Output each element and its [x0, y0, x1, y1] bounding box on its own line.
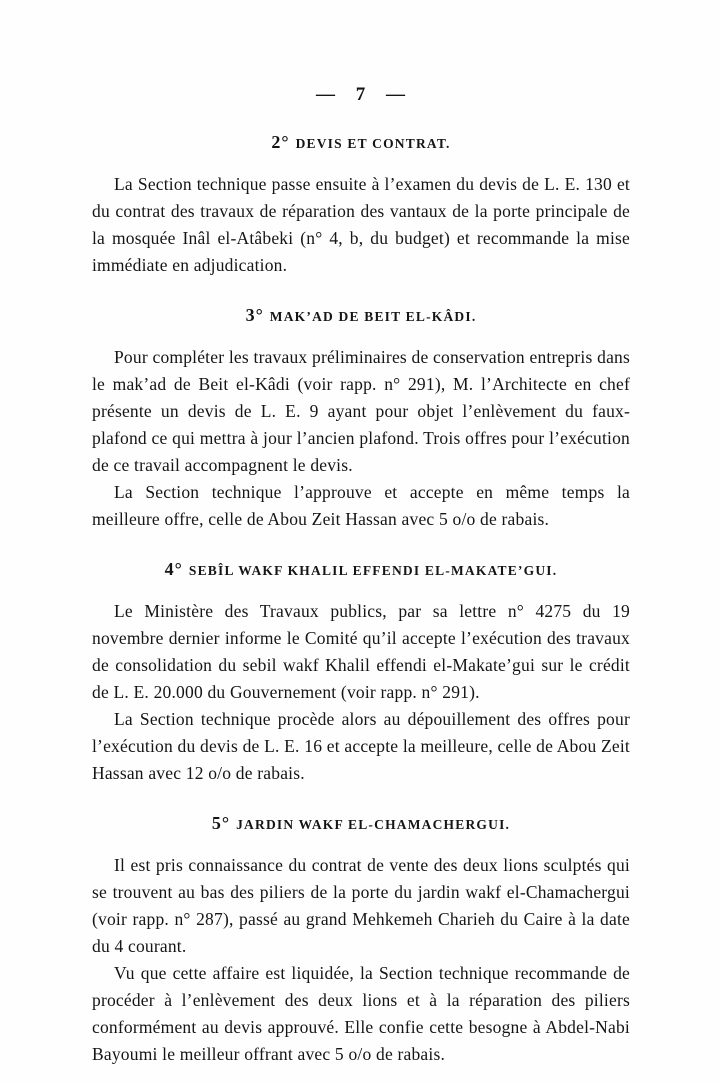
section-title: JARDIN WAKF EL-CHAMACHERGUI. — [236, 817, 511, 832]
section-makad-de-beit-el-kadi — [92, 305, 630, 533]
section-heading — [92, 305, 630, 326]
paragraph: La Section technique passe ensuite à l’examen du devis de L. E. 130 et du contrat des travaux de réparation des vantaux de la porte principale de la mosquée Inâl el-Atâbeki (n° 4, b, du budget) et recommande la mise immédiate en adjudication. — [92, 174, 630, 275]
paragraph: La Section technique l’approuve et accepte en même temps la meilleure offre, celle de Abou Zeit Hassan avec 5 o/o de rabais. — [92, 482, 630, 529]
paragraph: Pour compléter les travaux préliminaires de conservation entrepris dans le mak’ad de Beit el-Kâdi (voir rapp. n° 291), M. l’Architecte en chef présente un devis de L. E. 9 ayant pour objet l’enlèvement du faux-plafond ce qui mettra à jour l’ancien plafond. Trois offres pour l’exécution de ce travail accompagnent le devis. — [92, 347, 630, 475]
section-number: 3° — [245, 305, 264, 325]
page-number-header: — 7 — — [316, 84, 406, 105]
section-heading — [92, 813, 630, 834]
paragraph: Vu que cette affaire est liquidée, la Section technique recommande de procéder à l’enlèvement des deux lions et à la réparation des piliers conformément au devis approuvé. Elle confie cette besogne à Abdel-Nabi Bayoumi le meilleur offrant avec 5 o/o de rabais. — [92, 963, 630, 1064]
section-heading — [92, 132, 630, 153]
section-sebil-wakf-khalil — [92, 559, 630, 787]
section-number: 4° — [164, 559, 183, 579]
paragraph: La Section technique procède alors au dépouillement des offres pour l’exécution du devis de L. E. 16 et accepte la meilleure, celle de Abou Zeit Hassan avec 12 o/o de rabais. — [92, 709, 630, 783]
section-title: MAK’AD DE BEIT EL-KÂDI. — [269, 309, 477, 324]
section-heading — [92, 559, 630, 580]
section-jardin-wakf-el-chamachergui — [92, 813, 630, 1068]
section-number: 2° — [271, 132, 290, 152]
paragraph: Il est pris connaissance du contrat de vente des deux lions sculptés qui se trouvent au bas des piliers de la porte du jardin wakf el-Chamachergui (voir rapp. n° 287), passé au grand Mehkemeh Charieh du Caire à la date du 4 courant. — [92, 855, 630, 956]
paragraph: Le Ministère des Travaux publics, par sa lettre n° 4275 du 19 novembre dernier informe le Comité qu’il accepte l’exécution des travaux de consolidation du sebil wakf Khalil effendi el-Makate’gui sur le crédit de L. E. 20.000 du Gouvernement (voir rapp. n° 291). — [92, 601, 630, 702]
section-title: SEBÎL WAKF KHALIL EFFENDI EL-MAKATE’GUI. — [188, 563, 558, 578]
section-title: DEVIS ET CONTRAT. — [295, 136, 451, 151]
text-block — [92, 84, 630, 1068]
section-devis-et-contrat — [92, 132, 630, 279]
section-number: 5° — [211, 813, 231, 833]
